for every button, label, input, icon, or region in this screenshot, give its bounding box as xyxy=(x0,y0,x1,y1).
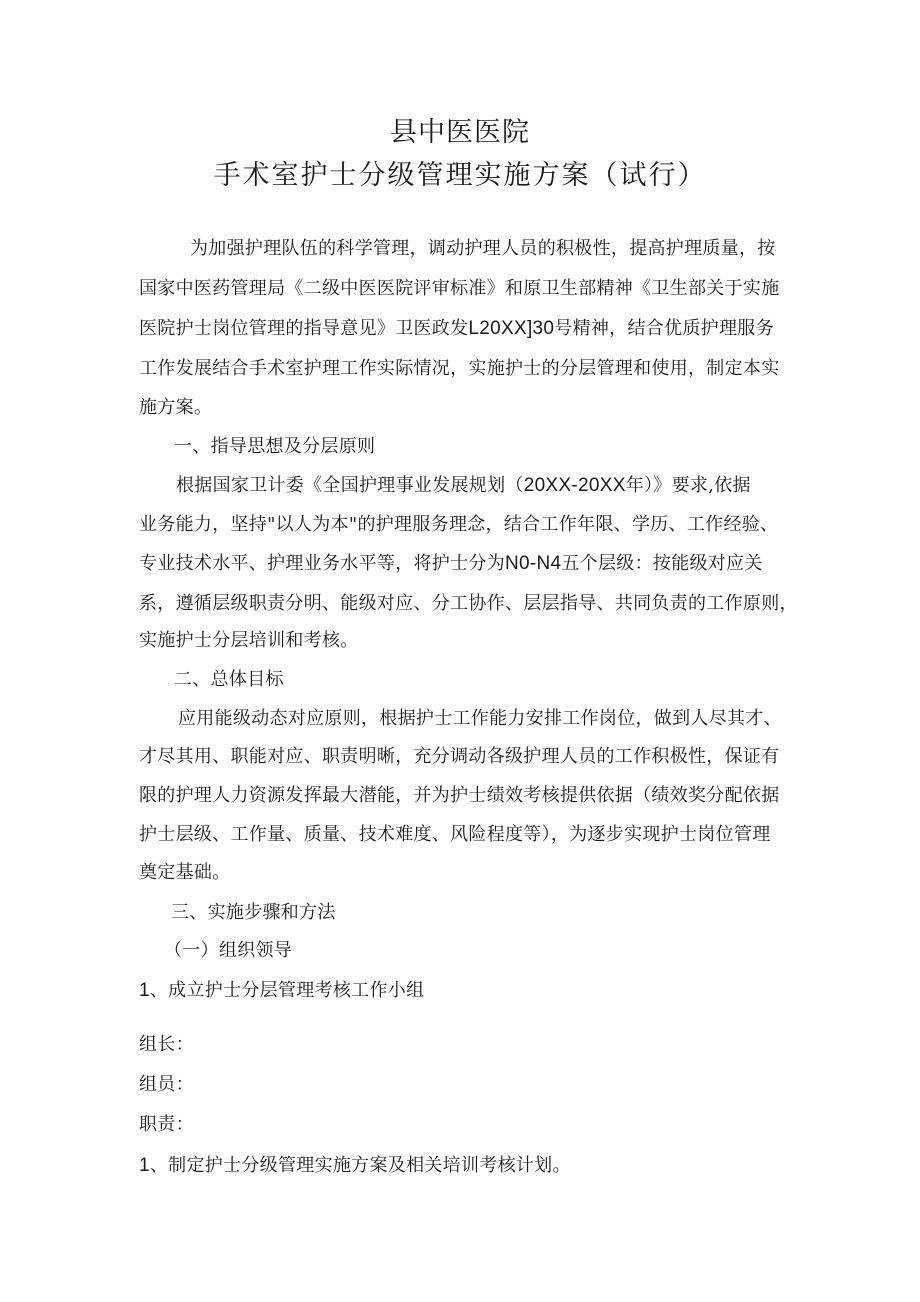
section3-heading: 三、实施步骤和方法 xyxy=(171,902,336,923)
intro-line-4: 工作发展结合手术室护理工作实际情况，实施护士的分层管理和使用，制定本实 xyxy=(139,358,780,379)
duty-1-text: 、制定护士分级管理实施方案及相关培训考核计划。 xyxy=(149,1155,571,1176)
intro-line-5: 施方案。 xyxy=(139,397,213,418)
section1-line-1 xyxy=(176,471,751,497)
section1-line-4: 系，遵循层级职责分明、能级对应、分工协作、层层指导、共同负责的工作原则， xyxy=(139,593,798,614)
members-label: 组员： xyxy=(139,1074,194,1095)
section1-line-1-a: 根据国家卫计委《全国护理事业发展规划（ xyxy=(176,475,524,496)
section1-line-2: 业务能力，坚持"以人为本"的护理服务理念，结合工作年限、学历、工作经验、 xyxy=(139,514,779,535)
nurse-levels: N0-N4 xyxy=(505,553,562,574)
section1-line-3 xyxy=(139,549,763,575)
plan-years: 20XX-20XX xyxy=(523,475,626,496)
duty-1 xyxy=(139,1151,571,1177)
section2-line-4: 护士层级、工作量、质量、技术难度、风险程度等），为逐步实现护士岗位管理 xyxy=(139,824,771,845)
section2-line-3: 限的护理人力资源发挥最大潜能，并为护士绩效考核提供依据（绩效奖分配依据 xyxy=(139,785,780,806)
intro-line-3 xyxy=(139,314,774,340)
section2-line-2: 才尽其用、职能对应、职责明晰，充分调动各级护理人员的工作积极性，保证有 xyxy=(139,746,780,767)
document-number: L20XX]30 xyxy=(468,318,555,339)
intro-line-2: 国家中医药管理局《二级中医医院评审标准》和原卫生部精神《卫生部关于实施 xyxy=(139,278,780,299)
section1-heading: 一、指导思想及分层原则 xyxy=(174,436,376,457)
section2-line-5: 奠定基础。 xyxy=(139,862,231,883)
section1-line-5: 实施护士分层培训和考核。 xyxy=(139,630,359,651)
intro-line-3-c: 号精神，结合优质护理服务 xyxy=(554,318,774,339)
duty-1-number: 1 xyxy=(139,1155,150,1176)
section2-line-1: 应用能级动态对应原则，根据护士工作能力安排工作岗位，做到人尽其才、 xyxy=(178,708,782,729)
item-1-text: 、成立护士分层管理考核工作小组 xyxy=(149,980,425,1001)
item-1 xyxy=(139,976,424,1002)
duties-label: 职责： xyxy=(139,1114,194,1135)
section1-line-3-c: 五个层级：按能级对应关 xyxy=(561,553,763,574)
subsection-organization: （一）组织领导 xyxy=(164,940,293,961)
intro-line-3-a: 医院护士岗位管理的指导意见》卫医政发 xyxy=(139,318,469,339)
leader-label: 组长： xyxy=(139,1034,194,1055)
section1-line-1-c: 年）》要求,依据 xyxy=(625,475,751,496)
section1-line-3-a: 专业技术水平、护理业务水平等，将护士分为 xyxy=(139,553,505,574)
section2-heading: 二、总体目标 xyxy=(174,669,284,690)
document-title: 手术室护士分级管理实施方案（试行） xyxy=(213,160,707,191)
intro-line-1: 为加强护理队伍的科学管理，调动护理人员的积极性，提高护理质量，按 xyxy=(190,238,776,259)
item-1-number: 1 xyxy=(139,980,150,1001)
hospital-title: 县中医医院 xyxy=(390,117,530,148)
